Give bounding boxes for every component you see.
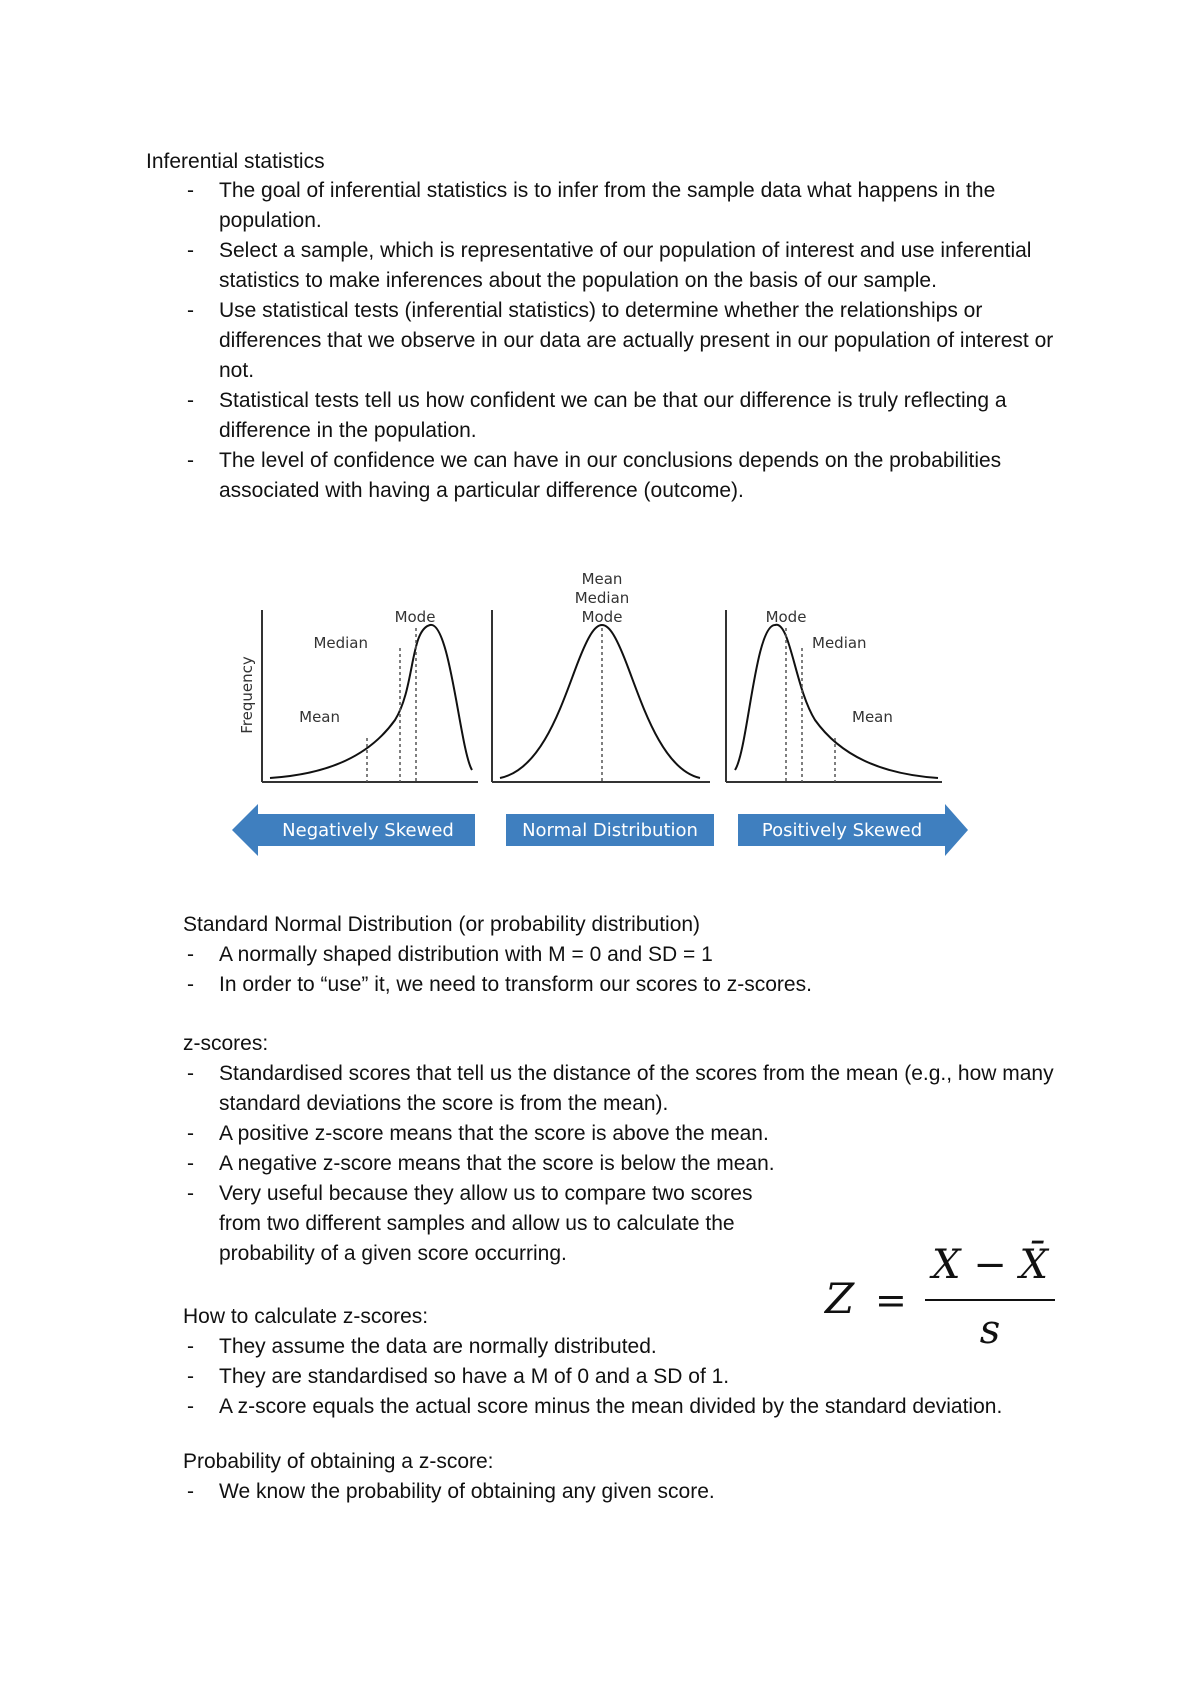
mean-label: Mean [581,570,623,588]
standard-normal-list [183,940,1063,1000]
normal-distribution-banner [506,814,714,846]
banner-label: Positively Skewed [761,820,923,841]
banner-label: Normal Distribution [522,820,698,841]
list-item: - We know the probability of obtaining any given score. [183,1477,1063,1507]
median-label: Median [313,634,368,652]
skewness-diagram [230,570,970,880]
how-to-calculate-list [183,1332,1063,1422]
section-title-how-to-calculate: How to calculate z-scores: [183,1305,429,1328]
list-item: - They assume the data are normally distributed. [183,1332,1063,1362]
list-item: - A z-score equals the actual score minus the mean divided by the standard deviation. [183,1392,1063,1422]
list-item: - In order to “use” it, we need to transform our scores to z-scores. [183,970,1063,1000]
section-title-inferential-statistics: Inferential statistics [146,150,325,173]
list-item: - Select a sample, which is representative of our population of interest and use inferential statistics to make inferences about the population on the basis of our sample. [183,236,1063,296]
formula-numerator: X − X̄ [932,1242,1048,1288]
list-item: - Standardised scores that tell us the distance of the scores from the mean (e.g., how many standard deviations the score is from the mean). [183,1059,1063,1119]
list-item: - They are standardised so have a M of 0 and a SD of 1. [183,1362,1063,1392]
median-label: Median [812,634,867,652]
mode-label: Mode [394,608,436,626]
section-title-z-scores: z-scores: [183,1032,269,1055]
normal-distribution-panel [492,570,710,782]
banner-label: Negatively Skewed [282,820,454,841]
list-item: - The level of confidence we can have in our conclusions depends on the probabilities associated with having a particular difference (outcome). [183,446,1063,506]
list-item: - A normally shaped distribution with M = 0 and SD = 1 [183,940,1063,970]
positively-skewed-panel [726,608,942,782]
probability-list [183,1477,1063,1507]
list-item: - A negative z-score means that the score is below the mean. [183,1149,1063,1179]
negative-skew-curve [270,625,472,778]
mode-label: Mode [765,608,807,626]
formula-denominator: s [979,1307,1001,1353]
median-label: Median [574,589,630,607]
list-item: - Use statistical tests (inferential statistics) to determine whether the relationships or differences that we observe in our data are actually present in our population of interest or not. [183,296,1063,386]
y-axis-label: Frequency [238,656,256,734]
section-title-standard-normal: Standard Normal Distribution (or probability distribution) [183,913,701,936]
negatively-skewed-panel [262,608,478,782]
section-title-probability: Probability of obtaining a z-score: [183,1450,494,1473]
skewness-figure [230,570,970,880]
positively-skewed-banner [738,804,968,856]
formula-lhs: Z [825,1274,855,1323]
list-item: - Statistical tests tell us how confident we can be that our difference is truly reflecting a difference in the population. [183,386,1063,446]
mean-label: Mean [299,708,340,726]
mode-label: Mode [581,608,623,626]
inferential-statistics-list [183,176,1063,506]
list-item: - The goal of inferential statistics is to infer from the sample data what happens in the population. [183,176,1063,236]
normal-curve [500,625,700,778]
negatively-skewed-banner [232,804,475,856]
formula-equals: = [875,1278,907,1322]
list-item: - A positive z-score means that the score is above the mean. [183,1119,1063,1149]
mean-label: Mean [852,708,893,726]
list-item: - Very useful because they allow us to compare two scores from two different samples and allow us to calculate the probability of a given score occurring. [183,1179,779,1269]
